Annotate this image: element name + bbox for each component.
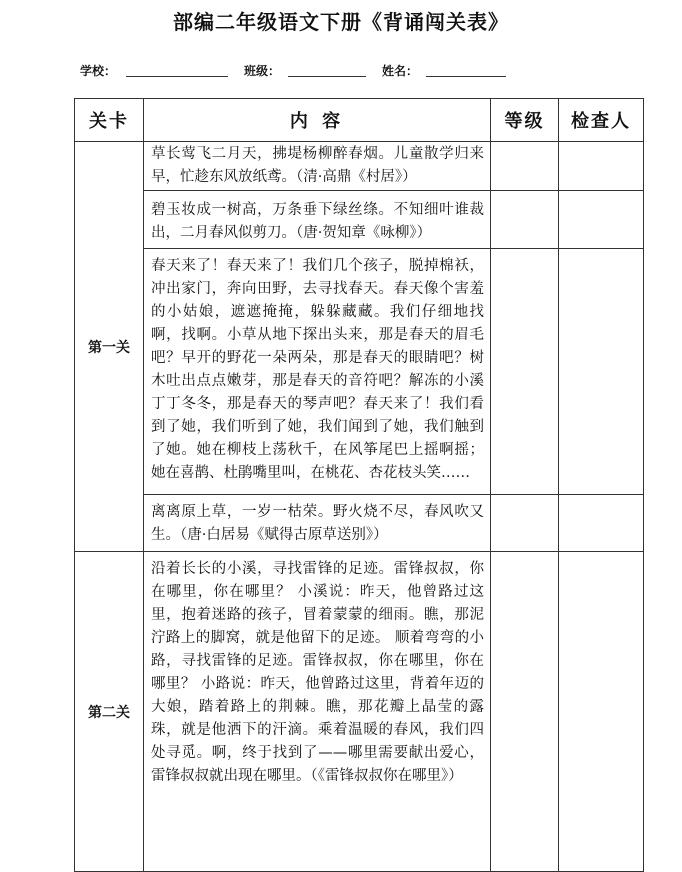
header-level: 关卡 bbox=[75, 99, 144, 142]
grade-cell[interactable] bbox=[491, 495, 559, 552]
table-row bbox=[75, 142, 644, 191]
level-1-item-1: 草长莺飞二月天，拂堤杨柳醉春烟。儿童散学归来早，忙趁东风放纸鸢。（清·高鼎《村居》） bbox=[144, 142, 491, 191]
grade-cell[interactable] bbox=[491, 249, 559, 495]
table-row bbox=[75, 552, 644, 872]
level-2-label: 第二关 bbox=[75, 552, 144, 872]
recitation-table bbox=[74, 98, 644, 872]
table-row bbox=[75, 191, 644, 249]
grade-cell[interactable] bbox=[491, 552, 559, 872]
page-title: 部编二年级语文下册《背诵闯关表》 bbox=[173, 10, 509, 34]
table-row bbox=[75, 495, 644, 552]
class-label: 班级： bbox=[244, 64, 281, 78]
checker-cell[interactable] bbox=[559, 552, 644, 872]
table-row bbox=[75, 249, 644, 495]
level-1-item-4: 离离原上草，一岁一枯荣。野火烧不尽，春风吹又生。（唐·白居易《赋得古原草送别》） bbox=[144, 495, 491, 552]
student-info-row bbox=[80, 60, 640, 80]
table-header-row bbox=[75, 99, 644, 142]
school-blank-line bbox=[126, 76, 228, 77]
header-checker: 检查人 bbox=[559, 99, 644, 142]
name-blank-line bbox=[426, 76, 506, 77]
level-1-label: 第一关 bbox=[75, 142, 144, 552]
school-label: 学校： bbox=[80, 64, 117, 78]
name-label: 姓名： bbox=[382, 64, 419, 78]
checker-cell[interactable] bbox=[559, 495, 644, 552]
checker-cell[interactable] bbox=[559, 249, 644, 495]
checker-cell[interactable] bbox=[559, 191, 644, 249]
checker-cell[interactable] bbox=[559, 142, 644, 191]
grade-cell[interactable] bbox=[491, 142, 559, 191]
level-1-item-3: 春天来了！春天来了！我们几个孩子，脱掉棉袄，冲出家门，奔向田野，去寻找春天。春天像个害羞的小姑娘，遮遮掩掩，躲躲藏藏。我们仔细地找啊，找啊。小草从地下探出头来，那是春天的眉毛吧？早开的野花一朵两朵，那是春天的眼睛吧？树木吐出点点嫩芽，那是春天的音符吧？解冻的小溪丁丁冬冬，那是春天的琴声吧？春天来了！我们看到了她，我们听到了她，我们闻到了她，我们触到了她。她在柳枝上荡秋千，在风筝尾巴上摇啊摇；她在喜鹊、杜鹃嘴里叫，在桃花、杏花枝头笑…… bbox=[144, 249, 491, 495]
header-grade: 等级 bbox=[491, 99, 559, 142]
header-content: 内 容 bbox=[144, 99, 491, 142]
level-1-item-2: 碧玉妆成一树高，万条垂下绿丝绦。不知细叶谁裁出，二月春风似剪刀。（唐·贺知章《咏柳》） bbox=[144, 191, 491, 249]
level-2-item-1: 沿着长长的小溪，寻找雷锋的足迹。雷锋叔叔，你在哪里，你在哪里？ 小溪说：昨天，他曾路过这里，抱着迷路的孩子，冒着蒙蒙的细雨。瞧，那泥泞路上的脚窝，就是他留下的足迹。 顺着弯弯的小路，寻找雷锋的足迹。雷锋叔叔，你在哪里，你在哪里？ 小路说：昨天，他曾路过这里，背着年迈的大娘，踏着路上的荆棘。瞧，那花瓣上晶莹的露珠，就是他洒下的汗滴。乘着温暖的春风，我们四处寻觅。啊，终于找到了——哪里需要献出爱心，雷锋叔叔就出现在哪里。（《雷锋叔叔你在哪里》） bbox=[144, 552, 491, 872]
class-blank-line bbox=[288, 76, 366, 77]
grade-cell[interactable] bbox=[491, 191, 559, 249]
